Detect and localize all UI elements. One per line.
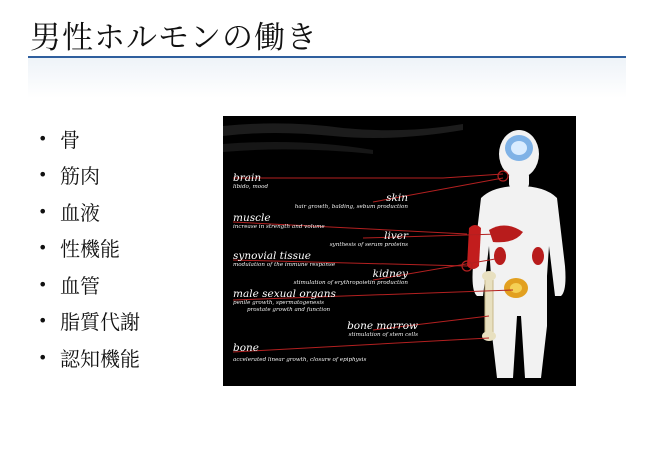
skin-marker bbox=[498, 171, 508, 181]
title-rule bbox=[28, 56, 626, 58]
label-name: skin bbox=[386, 192, 408, 204]
label-name: male sexual organs bbox=[233, 288, 336, 300]
bullet-list bbox=[38, 120, 140, 376]
body-silhouette bbox=[473, 130, 566, 378]
background-streak bbox=[223, 123, 463, 138]
label-synovial bbox=[233, 250, 335, 269]
bullet-item bbox=[38, 230, 140, 267]
bullet-text: 骨 bbox=[60, 127, 80, 152]
label-name: brain bbox=[233, 172, 262, 184]
label-desc: accelerated linear growth, closure of epiphysis bbox=[233, 357, 367, 363]
bullet-item bbox=[38, 193, 140, 230]
kidney-organ bbox=[532, 247, 544, 265]
label-brain bbox=[233, 172, 268, 191]
label-name: muscle bbox=[233, 212, 271, 224]
label-desc: stimulation of stem cells bbox=[348, 332, 418, 338]
label-muscle bbox=[233, 212, 325, 231]
brain-organ-inner bbox=[511, 141, 527, 155]
label-name: synovial tissue bbox=[233, 250, 311, 262]
label-name: bone bbox=[233, 342, 260, 354]
bullet-text: 性機能 bbox=[60, 237, 120, 262]
bullet-marker: • bbox=[38, 274, 48, 294]
title-rule-shadow bbox=[28, 58, 626, 98]
label-desc: stimulation of erythropoietin production bbox=[293, 280, 408, 286]
bullet-marker: • bbox=[38, 311, 48, 331]
bullet-marker: • bbox=[38, 165, 48, 185]
label-desc: libido, mood bbox=[233, 184, 269, 190]
label-bone bbox=[233, 342, 366, 364]
slide-title: 男性ホルモンの働き bbox=[30, 20, 318, 56]
label-name: bone marrow bbox=[347, 320, 418, 332]
bullet-text: 血液 bbox=[60, 200, 100, 225]
kidney-organ bbox=[494, 247, 506, 265]
bullet-marker: • bbox=[38, 128, 48, 148]
label-desc: prostate growth and function bbox=[247, 307, 331, 313]
label-bone-marrow bbox=[347, 320, 418, 339]
label-name: kidney bbox=[372, 268, 408, 280]
label-desc: synthesis of serum proteins bbox=[329, 242, 408, 248]
label-liver bbox=[330, 230, 408, 249]
femur-bone bbox=[485, 276, 493, 336]
bullet-marker: • bbox=[38, 238, 48, 258]
bone-joint bbox=[482, 331, 496, 341]
label-kidney bbox=[294, 268, 408, 287]
bone-joint bbox=[482, 271, 496, 281]
bullet-item bbox=[38, 266, 140, 303]
label-desc: penile growth, spermatogenesis bbox=[233, 300, 325, 306]
background-streak bbox=[223, 142, 373, 154]
anatomy-figure bbox=[223, 116, 576, 386]
bullet-text: 脂質代謝 bbox=[60, 310, 140, 335]
bullet-marker: • bbox=[38, 347, 48, 367]
bullet-text: 認知機能 bbox=[60, 346, 140, 371]
bullet-item bbox=[38, 157, 140, 194]
bullet-item bbox=[38, 120, 140, 157]
label-name: liver bbox=[384, 230, 408, 242]
bullet-text: 血管 bbox=[60, 273, 100, 298]
label-desc: increase in strength and volume bbox=[233, 224, 325, 230]
bullet-item bbox=[38, 303, 140, 340]
label-desc: hair growth, balding, sebum production bbox=[294, 204, 408, 210]
bullet-marker: • bbox=[38, 201, 48, 221]
bullet-item bbox=[38, 339, 140, 376]
label-skin bbox=[295, 192, 408, 211]
label-male-organs bbox=[233, 288, 336, 314]
bullet-text: 筋肉 bbox=[60, 164, 100, 189]
sexual-organ-inner bbox=[510, 283, 522, 293]
label-desc: modulation of the immune response bbox=[233, 262, 336, 268]
